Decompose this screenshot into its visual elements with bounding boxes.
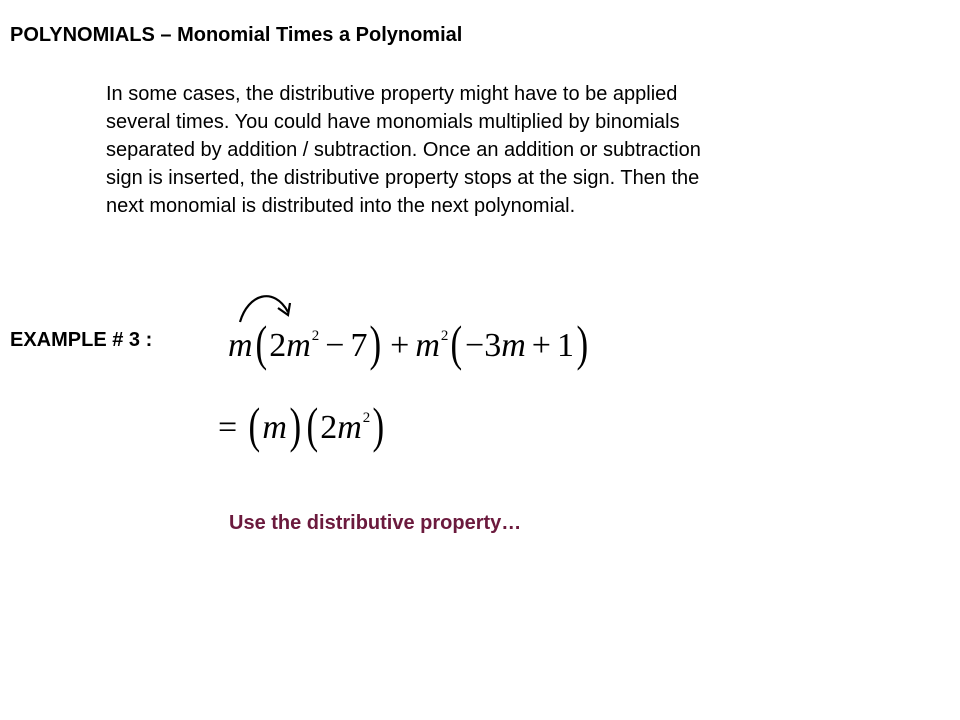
- math-var: m: [415, 327, 440, 364]
- math-coef: 2: [269, 327, 287, 364]
- math-paren: (: [255, 315, 267, 371]
- paragraph-line: sign is inserted, the distributive property stops at the sign. Then the: [106, 167, 700, 189]
- math-var: m: [286, 327, 311, 364]
- step-expression: [218, 397, 387, 453]
- math-var: m: [337, 409, 362, 446]
- math-paren: ): [372, 397, 385, 453]
- math-operator: +: [531, 327, 551, 364]
- math-operator: −: [325, 327, 345, 364]
- math-operator: −: [465, 327, 485, 364]
- math-exponent: 2: [440, 328, 449, 344]
- example-expression: [228, 315, 591, 371]
- math-paren: (: [248, 397, 260, 453]
- math-var: m: [262, 409, 287, 446]
- paragraph-line: separated by addition / subtraction. Once an addition or subtraction: [106, 139, 701, 161]
- hint-text: Use the distributive property…: [229, 512, 522, 534]
- explanation-paragraph: [106, 80, 846, 220]
- math-paren: (: [306, 397, 318, 453]
- math-exponent: 2: [311, 328, 320, 344]
- paragraph-line: In some cases, the distributive property might have to be applied: [106, 83, 678, 105]
- math-coef: 2: [320, 409, 338, 446]
- math-operator: =: [218, 409, 238, 446]
- math-const: 7: [350, 327, 368, 364]
- math-paren: (: [450, 315, 463, 371]
- math-const: 1: [556, 327, 574, 364]
- paragraph-line: next monomial is distributed into the next polynomial.: [106, 195, 576, 217]
- example-label: EXAMPLE # 3 :: [10, 329, 153, 351]
- math-exponent: 2: [362, 410, 371, 426]
- math-operator: +: [390, 327, 410, 364]
- math-coef: 3: [484, 327, 502, 364]
- math-paren: ): [576, 315, 589, 371]
- math-paren: ): [289, 397, 302, 453]
- paragraph-line: several times. You could have monomials multiplied by binomials: [106, 111, 680, 133]
- math-var: m: [501, 327, 526, 364]
- math-paren: ): [369, 315, 382, 371]
- page-title: POLYNOMIALS – Monomial Times a Polynomial: [10, 24, 463, 46]
- math-var: m: [228, 327, 253, 364]
